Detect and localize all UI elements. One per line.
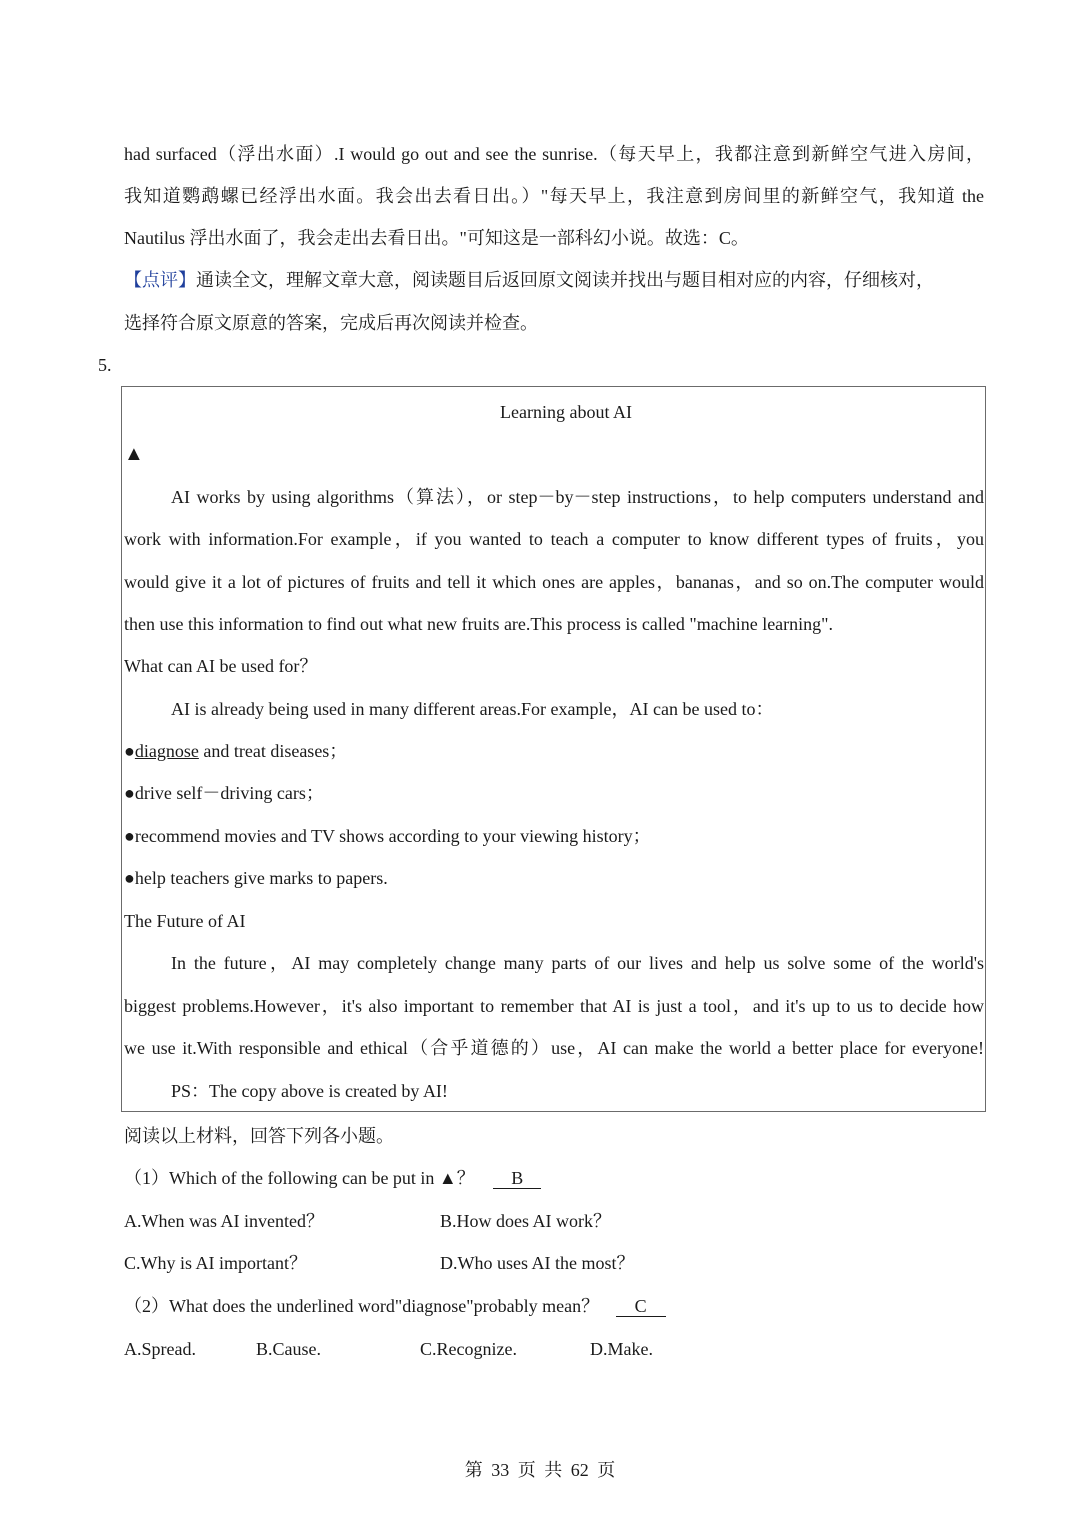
passage-heading-uses: What can AI be used for？ xyxy=(124,656,318,676)
bullet-icon: ● xyxy=(124,783,135,803)
question-number: 5. xyxy=(98,355,112,375)
passage-p3-line-3: we use it.With responsible and ethical（合乎道德的）use，AI can make the world a better place for everyone! xyxy=(124,1038,984,1058)
passage-p1-line-2: work with information.For example，if you wanted to teach a computer to know different types of fruits，you xyxy=(124,529,984,549)
q1-option-a: A.When was AI invented？ xyxy=(124,1211,324,1231)
bullet-item-1 xyxy=(124,739,347,763)
passage-ps: PS：The copy above is created by AI! xyxy=(171,1081,448,1101)
q1-option-c: C.Why is AI important？ xyxy=(124,1253,307,1273)
passage-p1-line-1: AI works by using algorithms（算法），or step－by－step instructions，to help computers understand and xyxy=(171,487,984,507)
q1-option-b: B.How does AI work？ xyxy=(440,1211,611,1231)
q2-answer-blank: C xyxy=(616,1296,666,1317)
analysis-line-1: had surfaced（浮出水面）.I would go out and see the sunrise.（每天早上，我都注意到新鲜空气进入房间， xyxy=(124,144,984,164)
page-footer: 第 33 页 共 62 页 xyxy=(464,1460,616,1480)
bullet-item-2 xyxy=(124,781,324,805)
triangle-placeholder: ▲ xyxy=(124,443,144,465)
review-line-2: 选择符合原文原意的答案，完成后再次阅读并检查。 xyxy=(124,313,538,333)
q2-option-c: C.Recognize. xyxy=(420,1339,517,1359)
passage-title: Learning about AI xyxy=(500,402,632,422)
review-line-1 xyxy=(124,268,934,292)
bullet-3-text: recommend movies and TV shows according to your viewing history； xyxy=(134,826,651,846)
bullet-2-text: drive self－driving cars； xyxy=(134,783,324,803)
bullet-icon: ● xyxy=(124,741,135,761)
q2-stem: （2）What does the underlined word"diagnose"probably mean？ xyxy=(124,1296,600,1316)
passage-heading-future: The Future of AI xyxy=(124,911,246,931)
q1-stem: （1）Which of the following can be put in ▲？ xyxy=(124,1168,475,1188)
bullet-icon: ● xyxy=(124,826,135,846)
underlined-word-diagnose: diagnose xyxy=(134,741,199,761)
instructions: 阅读以上材料，回答下列各小题。 xyxy=(124,1126,394,1146)
q1-stem-line xyxy=(124,1166,541,1190)
bullet-4-text: help teachers give marks to papers. xyxy=(134,868,388,888)
q2-option-d: D.Make. xyxy=(590,1339,653,1359)
analysis-line-2: 我知道鹦鹉螺已经浮出水面。我会出去看日出。）"每天早上，我注意到房间里的新鲜空气，我知道 the xyxy=(124,186,984,206)
review-tag: 【点评】 xyxy=(124,270,196,290)
q1-answer-blank: B xyxy=(493,1168,541,1189)
passage-p1-line-4: then use this information to find out what new fruits are.This process is called "machine learning". xyxy=(124,614,834,634)
q2-stem-line xyxy=(124,1294,666,1318)
review-text: 通读全文，理解文章大意，阅读题目后返回原文阅读并找出与题目相对应的内容，仔细核对， xyxy=(196,270,934,290)
bullet-item-3 xyxy=(124,824,651,848)
bullet-item-4 xyxy=(124,866,388,890)
bullet-icon: ● xyxy=(124,868,135,888)
passage-p3-line-2: biggest problems.However，it's also important to remember that AI is just a tool，and it's up to us to decide how xyxy=(124,996,984,1016)
passage-p1-line-3: would give it a lot of pictures of fruits and tell it which ones are apples，bananas，and so on.The computer would xyxy=(124,572,984,592)
passage-p2: AI is already being used in many different areas.For example，AI can be used to： xyxy=(171,699,774,719)
passage-p3-line-1: In the future，AI may completely change many parts of our lives and help us solve some of the world's xyxy=(171,953,984,973)
q1-option-d: D.Who uses AI the most？ xyxy=(440,1253,635,1273)
bullet-1-text: and treat diseases； xyxy=(198,741,348,761)
q2-option-b: B.Cause. xyxy=(256,1339,321,1359)
q2-option-a: A.Spread. xyxy=(124,1339,196,1359)
analysis-line-3: Nautilus 浮出水面了，我会走出去看日出。"可知这是一部科幻小说。故选：C。 xyxy=(124,228,749,248)
